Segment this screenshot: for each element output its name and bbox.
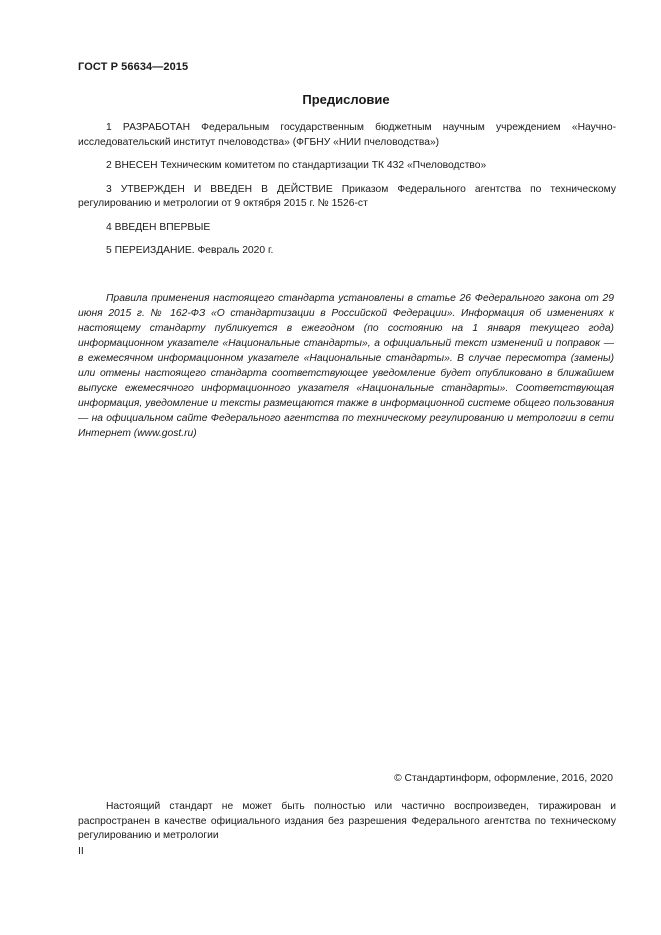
preface-items — [78, 121, 616, 268]
page-number: II — [78, 845, 84, 857]
preface-item: 1 РАЗРАБОТАН Федеральным государственным бюджетным научным учреждением «Научно-исследовательский институт пчеловодства» (ФГБНУ «НИИ пчеловодства») — [78, 122, 616, 148]
page-title: Предисловие — [302, 92, 390, 107]
preface-item: 5 ПЕРЕИЗДАНИЕ. Февраль 2020 г. — [106, 245, 274, 256]
preface-item: 3 УТВЕРЖДЕН И ВВЕДЕН В ДЕЙСТВИЕ Приказом Федерального агентства по техническому регулированию и метрологии от 9 октября 2015 г. № 1526-ст — [78, 183, 616, 209]
copyright-line: © Стандартинформ, оформление, 2016, 2020 — [394, 773, 613, 784]
standard-code: ГОСТ Р 56634—2015 — [78, 61, 189, 73]
preface-item: 4 ВВЕДЕН ВПЕРВЫЕ — [106, 221, 211, 233]
preface-item: 2 ВНЕСЕН Техническим комитетом по стандартизации ТК 432 «Пчеловодство» — [106, 160, 487, 171]
standard-usage-notice: Правила применения настоящего стандарта установлены в статье 26 Федерального закона от 29 июня 2015 г. № 162-ФЗ «О стандартизации в Российской Федерации». Информация об изменениях к настоящему стандарту публикуется в ежегодном (по состоянию на 1 января текущего года) информационном указателе «Национальные стандарты», а официальный текст изменений и поправок — в ежемесячном информационном указателе «Национальные стандарты». В случае пересмотра (замены) или отмены настоящего стандарта соответствующее уведомление будет опубликовано в ближайшем выпуске ежемесячного информационного указателя «Национальные стандарты». Соответствующая информация, уведомление и тексты размещаются также в информационной системе общего пользования — на официальном сайте Федерального агентства по техническому регулированию и метрологии в сети Интернет (www.gost.ru) — [78, 293, 614, 439]
reproduction-notice: Настоящий стандарт не может быть полностью или частично воспроизведен, тиражирован и распространен в качестве официального издания без разрешения Федерального агентства по техническому регулированию и метрологии — [78, 801, 616, 841]
